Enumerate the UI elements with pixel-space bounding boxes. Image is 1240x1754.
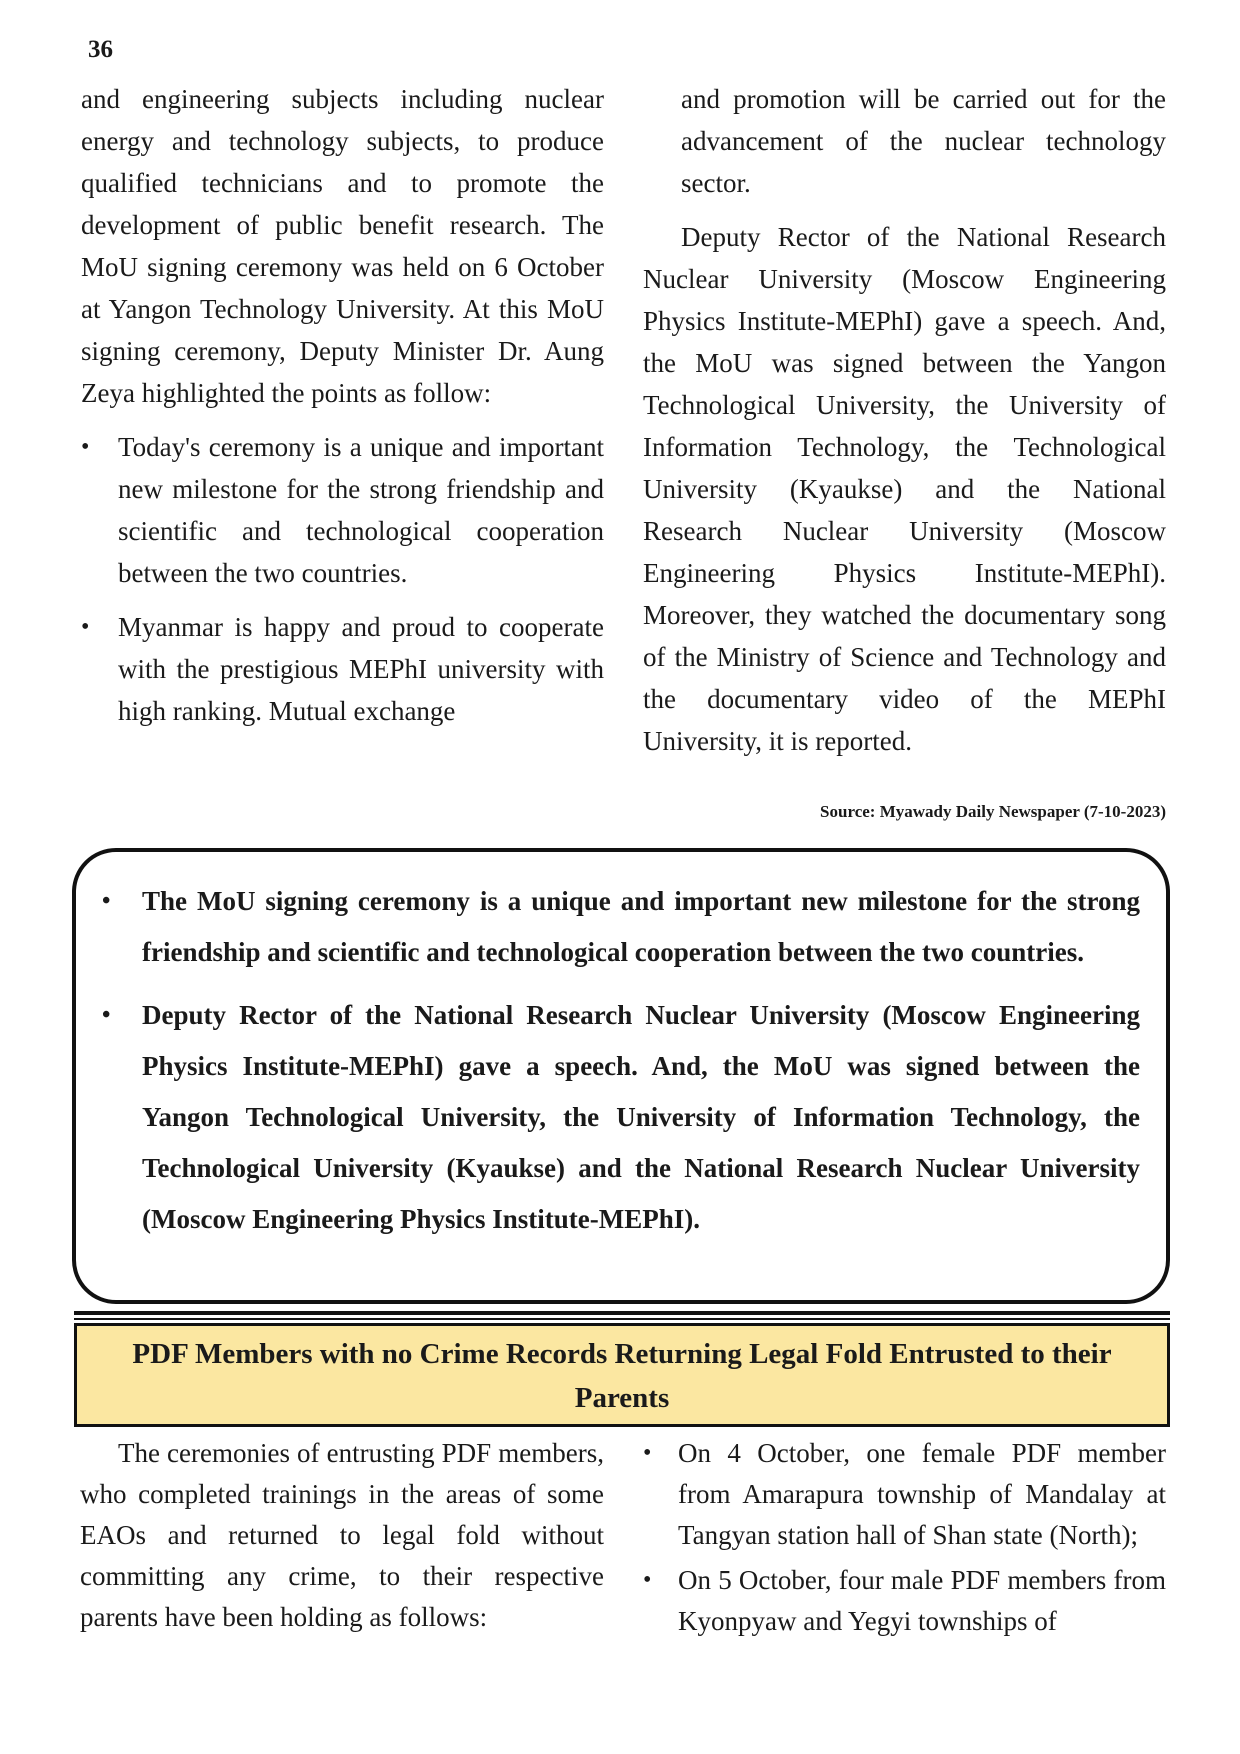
- article1-right-paragraph: Deputy Rector of the National Research Nuclear University (Moscow Engineering Physics Institute-MEPhI) gave a speech. And, the MoU was signed between the Yangon Technological University, the University of Information Technology, the Technological University (Kyaukse) and the National Research Nuclear University (Moscow Engineering Physics Institute-MEPhI). Moreover, they watched the documentary song of the Ministry of Science and Technology and the documentary video of the MEPhI University, it is reported.: [643, 222, 1166, 756]
- article2-right-column: [643, 1433, 1166, 1646]
- summary-bullet-1: • The MoU signing ceremony is a unique and important new milestone for the strong friendship and scientific and technological cooperation between the two countries.: [142, 876, 1140, 978]
- article2-bullet-2: • On 5 October, four male PDF members from Kyonpyaw and Yegyi townships of: [643, 1560, 1166, 1642]
- article1-bullet-list: [81, 426, 604, 732]
- article2-title-banner: PDF Members with no Crime Records Returning Legal Fold Entrusted to their Parents: [74, 1323, 1170, 1427]
- article1-right-continuation: and promotion will be carried out for the advancement of the nuclear technology sector.: [681, 84, 1166, 198]
- summary-bullet-2: • Deputy Rector of the National Research Nuclear University (Moscow Engineering Physics Institute-MEPhI) gave a speech. And, the MoU was signed between the Yangon Technological University, the University of Information Technology, the Technological University (Kyaukse) and the National Research Nuclear University (Moscow Engineering Physics Institute-MEPhI).: [142, 990, 1140, 1245]
- summary-box: [72, 848, 1170, 1304]
- article2-bullet-1: • On 4 October, one female PDF member from Amarapura township of Mandalay at Tangyan station hall of Shan state (North);: [643, 1433, 1166, 1556]
- page-number: 36: [88, 36, 113, 63]
- article1-left-paragraph: and engineering subjects including nuclear energy and technology subjects, to produce qualified technicians and to promote the development of public benefit research. The MoU signing ceremony was held on 6 October at Yangon Technology University. At this MoU signing ceremony, Deputy Minister Dr. Aung Zeya highlighted the points as follow:: [81, 84, 604, 408]
- summary-bullet-list: [76, 852, 1166, 1245]
- article1-bullet-2: • Myanmar is happy and proud to cooperate with the prestigious MEPhI university with high ranking. Mutual exchange: [81, 606, 604, 732]
- article1-bullet-1: • Today's ceremony is a unique and important new milestone for the strong friendship and scientific and technological cooperation between the two countries.: [81, 426, 604, 594]
- section-divider-thick: [74, 1311, 1170, 1315]
- article1-left-column: [81, 78, 604, 744]
- article1-right-column: [643, 78, 1166, 762]
- article2-bullet-list: [643, 1433, 1166, 1642]
- source-credit: Source: Myawady Daily Newspaper (7-10-2023): [820, 802, 1166, 821]
- article2-intro: The ceremonies of entrusting PDF members, who completed trainings in the areas of some EAOs and returned to legal fold without committing any crime, to their respective parents have been holding as follows:: [80, 1438, 604, 1632]
- section-divider-thin: [74, 1318, 1170, 1320]
- article2-left-column: [80, 1433, 604, 1638]
